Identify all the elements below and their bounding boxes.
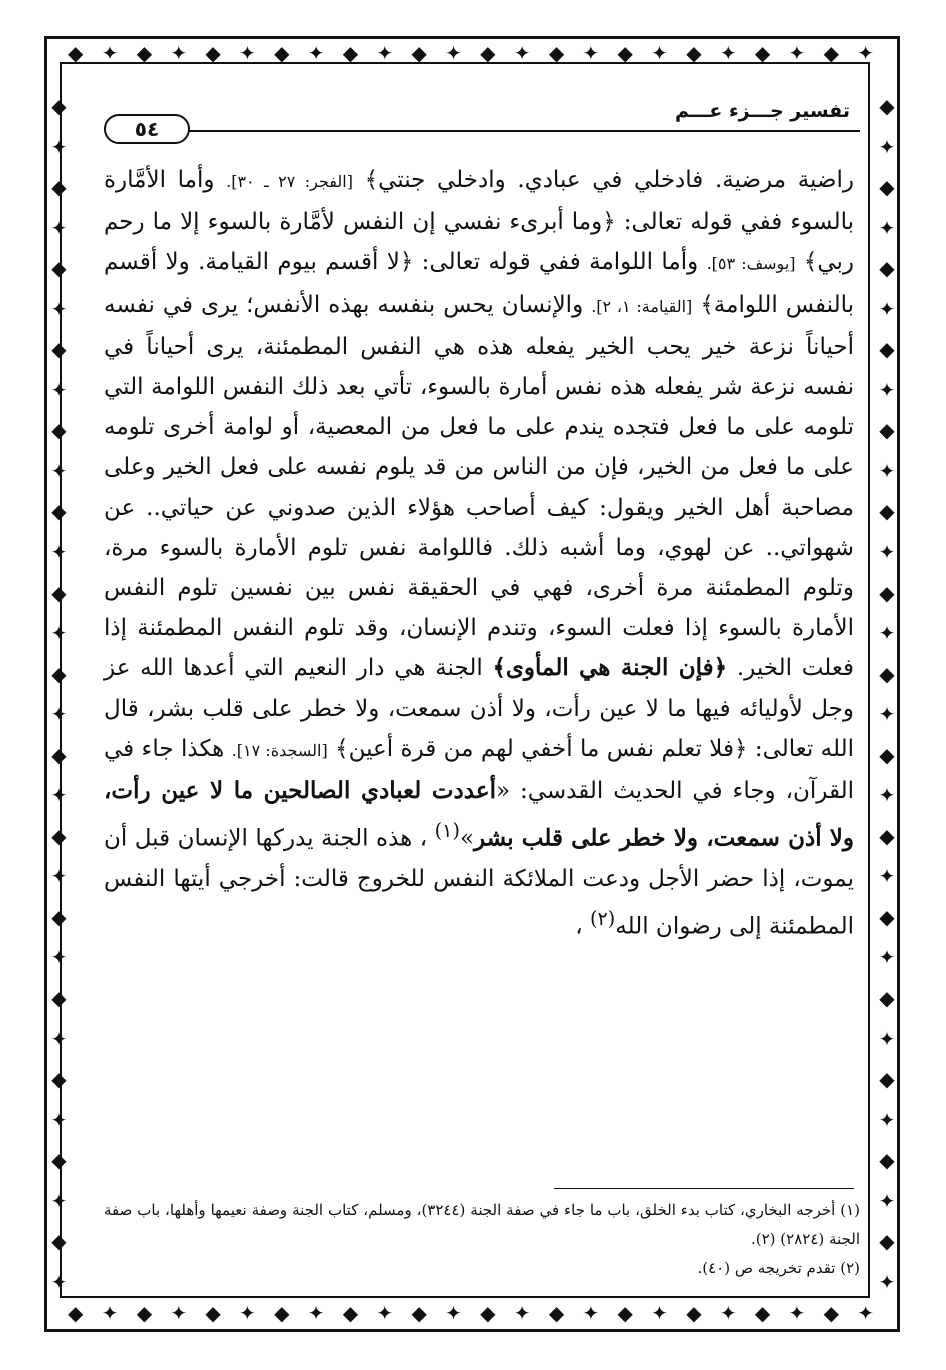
ornament-glyph-icon: ✦ bbox=[878, 1188, 896, 1213]
ornament-glyph-icon: ✦ bbox=[719, 41, 737, 65]
verse-reference: [القيامة: ١، ٢]. bbox=[591, 296, 693, 316]
ornament-glyph-icon: ◆ bbox=[342, 41, 359, 65]
ornament-glyph-icon: ◆ bbox=[51, 823, 67, 848]
ornament-glyph-icon: ✦ bbox=[651, 41, 668, 65]
ornament-glyph-icon: ✦ bbox=[50, 1188, 68, 1213]
ornament-glyph-icon: ✦ bbox=[50, 377, 68, 402]
ornament-glyph-icon: ✦ bbox=[788, 41, 806, 65]
main-text bbox=[104, 160, 854, 947]
page-header bbox=[104, 96, 860, 148]
text-segment: الجنة هي دار النعيم التي أعدها الله عز وجل لأوليائه فيها ما لا عين رأت، ولا أذن سمعت، ولا خطر على قلب بشر، قال الله تعالى: ﴿فلا تعلم نفس ما أخفي لهم من قرة أعين﴾ bbox=[104, 655, 855, 762]
ornament-glyph-icon: ◆ bbox=[823, 41, 839, 65]
ornament-glyph-icon: ✦ bbox=[878, 783, 896, 808]
ornament-glyph-icon: ◆ bbox=[68, 41, 84, 65]
ornament-glyph-icon: ✦ bbox=[50, 945, 68, 970]
ornament-glyph-icon: ◆ bbox=[411, 1301, 427, 1325]
ornament-glyph-icon: ◆ bbox=[879, 499, 895, 524]
ornament-glyph-icon: ✦ bbox=[50, 134, 68, 159]
ornament-glyph-icon: ✦ bbox=[50, 621, 68, 646]
ornament-glyph-icon: ✦ bbox=[788, 1301, 806, 1325]
text-segment: هكذا جاء في القرآن، وجاء في الحديث القدسي: « bbox=[104, 735, 855, 805]
ornament-glyph-icon: ◆ bbox=[51, 418, 67, 443]
ornament-glyph-icon: ◆ bbox=[879, 1229, 895, 1254]
ornament-glyph-icon: ◆ bbox=[342, 1301, 359, 1325]
verse-reference: [الفجر: ٢٧ ـ ٣٠]. bbox=[226, 172, 353, 191]
ornament-glyph-icon: ◆ bbox=[879, 418, 895, 443]
ornament-glyph-icon: ✦ bbox=[50, 864, 68, 889]
page-number-badge: ٥٤ bbox=[104, 114, 190, 144]
text-segment: ، هذه الجنة يدركها الإنسان قبل أن يموت، إذا حضر الأجل ودعت الملائكة النفس للخروج قالت: أخرجي أيتها النفس المطمئنة إلى رضوان الله bbox=[104, 825, 854, 940]
ornament-glyph-icon: ◆ bbox=[879, 986, 895, 1011]
ornament-glyph-icon: ◆ bbox=[548, 41, 565, 65]
ornament-glyph-icon: ✦ bbox=[878, 1269, 896, 1292]
ornament-glyph-icon: ◆ bbox=[136, 1301, 153, 1325]
ornament-glyph-icon: ✦ bbox=[170, 41, 188, 65]
text-segment: والإنسان يحس بنفسه بهذه الأنفس؛ يرى في نفسه أحياناً نزعة خير يحب الخير يفعله هذه هي النفس المطمئنة، يرى أحياناً في نفسه نزعة شر يفعله هذه نفس أمارة بالسوء، تأتي بعد ذلك النفس اللوامة التي تلومه على ما فعل فتجده يندم على ما فعل من المعصية، أو لوامة أخرى تلومه على ما فعل من الخير، فإن من الناس من قد يلوم نفسه على فعل الخير وعلى مصاحبة أهل الخير ويقول: كيف أصاحب هؤلاء الذين صدوني عن حياتي.. عن شهواتي.. عن لهوي، وما أشبه ذلك. فاللوامة نفس تلوم الأمارة بالسوء مرة، وتلوم المطمئنة مرة أخرى، فهي في الحقيقة نفس بين نفسين تلوم النفس الأمارة بالسوء إذا فعلت السوء، وتندم الإنسان، وقد تلوم النفس المطمئنة إذا فعلت الخير. bbox=[104, 291, 855, 682]
ornament-glyph-icon: ✦ bbox=[376, 1301, 394, 1325]
ornament-glyph-icon: ◆ bbox=[879, 580, 895, 605]
ornament-glyph-icon: ◆ bbox=[617, 1301, 633, 1325]
ornament-glyph-icon: ✦ bbox=[239, 41, 256, 65]
ornament-glyph-icon: ✦ bbox=[878, 945, 896, 970]
ornament-glyph-icon: ✦ bbox=[50, 296, 68, 321]
ornament-glyph-icon: ✦ bbox=[50, 1107, 68, 1132]
ornament-glyph-icon: ◆ bbox=[411, 41, 427, 65]
text-segment: وأما اللوامة ففي قوله تعالى: ﴿لا أقسم بيوم القيامة. ولا أقسم بالنفس اللوامة﴾ bbox=[104, 249, 855, 318]
verse-bold: ﴿فإن الجنة هي المأوى﴾ bbox=[492, 654, 728, 682]
ornament-glyph-icon: ✦ bbox=[878, 864, 896, 889]
footnote-marker: (٢) bbox=[590, 907, 616, 931]
ornament-glyph-icon: ✦ bbox=[307, 41, 325, 65]
ornament-glyph-icon: ✦ bbox=[101, 1301, 119, 1325]
ornament-glyph-icon: ✦ bbox=[651, 1301, 668, 1325]
verse-reference: [السجدة: ١٧]. bbox=[231, 740, 328, 760]
ornament-glyph-icon: ◆ bbox=[205, 1301, 221, 1325]
ornament-glyph-icon: ◆ bbox=[879, 256, 895, 281]
border-ornament-left bbox=[48, 96, 70, 1292]
ornament-glyph-icon: ✦ bbox=[513, 1301, 531, 1325]
ornament-glyph-icon: ◆ bbox=[879, 823, 895, 848]
ornament-glyph-icon: ◆ bbox=[480, 41, 496, 65]
ornament-glyph-icon: ✦ bbox=[50, 702, 68, 727]
ornament-glyph-icon: ◆ bbox=[879, 175, 895, 200]
ornament-glyph-icon: ◆ bbox=[51, 175, 67, 200]
ornament-glyph-icon: ✦ bbox=[582, 41, 600, 65]
ornament-glyph-icon: ✦ bbox=[878, 1026, 896, 1051]
ornament-glyph-icon: ✦ bbox=[719, 1301, 737, 1325]
ornament-glyph-icon: ✦ bbox=[170, 1301, 188, 1325]
ornament-glyph-icon: ◆ bbox=[274, 41, 290, 65]
footnote-2: (٢) تقدم تخريجه ص (٤٠). bbox=[697, 1259, 860, 1277]
ornament-glyph-icon: ✦ bbox=[50, 540, 68, 565]
ornament-glyph-icon: ✦ bbox=[857, 1301, 874, 1325]
ornament-glyph-icon: ◆ bbox=[879, 337, 895, 362]
ornament-glyph-icon: ◆ bbox=[51, 256, 67, 281]
ornament-glyph-icon: ◆ bbox=[754, 1301, 771, 1325]
ornament-glyph-icon: ✦ bbox=[50, 1269, 68, 1292]
ornament-glyph-icon: ◆ bbox=[205, 41, 221, 65]
ornament-glyph-icon: ✦ bbox=[878, 377, 896, 402]
border-ornament-top bbox=[68, 40, 874, 66]
ornament-glyph-icon: ◆ bbox=[879, 1148, 895, 1173]
ornament-glyph-icon: ◆ bbox=[274, 1301, 290, 1325]
ornament-glyph-icon: ✦ bbox=[50, 458, 68, 483]
ornament-glyph-icon: ◆ bbox=[548, 1301, 565, 1325]
ornament-glyph-icon: ✦ bbox=[239, 1301, 256, 1325]
ornament-glyph-icon: ◆ bbox=[51, 499, 67, 524]
ornament-glyph-icon: ◆ bbox=[879, 661, 895, 686]
ornament-glyph-icon: ✦ bbox=[878, 540, 896, 565]
text-segment: » bbox=[459, 825, 475, 852]
ornament-glyph-icon: ◆ bbox=[617, 41, 633, 65]
ornament-glyph-icon: ✦ bbox=[445, 1301, 462, 1325]
ornament-glyph-icon: ✦ bbox=[878, 1107, 896, 1132]
hadith-bold: أعددت لعبادي الصالحين ما لا عين رأت، ولا أذن سمعت، ولا خطر على قلب بشر bbox=[104, 777, 854, 852]
ornament-glyph-icon: ✦ bbox=[307, 1301, 325, 1325]
ornament-glyph-icon: ✦ bbox=[50, 215, 68, 240]
ornament-glyph-icon: ✦ bbox=[878, 621, 896, 646]
footnote-1: (١) أخرجه البخاري، كتاب بدء الخلق، باب ما جاء في صفة الجنة (٣٢٤٤)، ومسلم، كتاب الجنة وصفة نعيمها وأهلها، باب صفة الجنة (٢٨٢٤) (٢). bbox=[104, 1201, 861, 1248]
ornament-glyph-icon: ◆ bbox=[879, 742, 895, 767]
ornament-glyph-icon: ◆ bbox=[68, 1301, 84, 1325]
verse-reference: [يوسف: ٥٣]. bbox=[706, 254, 796, 274]
ornament-glyph-icon: ◆ bbox=[879, 96, 895, 118]
footnotes bbox=[104, 1196, 860, 1283]
ornament-glyph-icon: ◆ bbox=[754, 41, 771, 65]
ornament-glyph-icon: ◆ bbox=[51, 904, 67, 929]
ornament-glyph-icon: ✦ bbox=[878, 458, 896, 483]
ornament-glyph-icon: ✦ bbox=[376, 41, 394, 65]
ornament-glyph-icon: ✦ bbox=[445, 41, 462, 65]
ornament-glyph-icon: ✦ bbox=[857, 41, 874, 65]
text-segment: راضية مرضية. فادخلي في عبادي. وادخلي جنتي﴾ bbox=[364, 167, 854, 193]
ornament-glyph-icon: ✦ bbox=[878, 134, 896, 159]
ornament-glyph-icon: ◆ bbox=[51, 661, 67, 686]
ornament-glyph-icon: ✦ bbox=[878, 215, 896, 240]
ornament-glyph-icon: ◆ bbox=[51, 580, 67, 605]
ornament-glyph-icon: ◆ bbox=[51, 742, 67, 767]
ornament-glyph-icon: ✦ bbox=[582, 1301, 600, 1325]
ornament-glyph-icon: ◆ bbox=[51, 986, 67, 1011]
ornament-glyph-icon: ✦ bbox=[50, 1026, 68, 1051]
ornament-glyph-icon: ◆ bbox=[480, 1301, 496, 1325]
ornament-glyph-icon: ✦ bbox=[513, 41, 531, 65]
footnote-rule bbox=[554, 1188, 854, 1189]
border-ornament-bottom bbox=[68, 1300, 874, 1326]
ornament-glyph-icon: ◆ bbox=[51, 96, 67, 118]
ornament-glyph-icon: ◆ bbox=[136, 41, 153, 65]
ornament-glyph-icon: ◆ bbox=[879, 904, 895, 929]
ornament-glyph-icon: ◆ bbox=[51, 1148, 67, 1173]
ornament-glyph-icon: ✦ bbox=[878, 296, 896, 321]
ornament-glyph-icon: ◆ bbox=[51, 1229, 67, 1254]
ornament-glyph-icon: ◆ bbox=[686, 41, 702, 65]
ornament-glyph-icon: ◆ bbox=[51, 337, 67, 362]
ornament-glyph-icon: ✦ bbox=[878, 702, 896, 727]
border-ornament-right bbox=[876, 96, 898, 1292]
ornament-glyph-icon: ◆ bbox=[686, 1301, 702, 1325]
running-title: تفسير جـــزء عـــم bbox=[674, 100, 850, 122]
ornament-glyph-icon: ✦ bbox=[101, 41, 119, 65]
footnote-marker: (١) bbox=[434, 819, 460, 843]
ornament-glyph-icon: ◆ bbox=[823, 1301, 839, 1325]
ornament-glyph-icon: ✦ bbox=[50, 783, 68, 808]
text-segment: ، bbox=[575, 913, 583, 940]
ornament-glyph-icon: ◆ bbox=[879, 1067, 895, 1092]
text-segment: وأما الأمَّارة بالسوء ففي قوله تعالى: ﴿وما أبرىء نفسي إن النفس لأمَّارة بالسوء إلا ما رحم ربي﴾ bbox=[104, 167, 855, 276]
header-rule bbox=[186, 130, 860, 132]
ornament-glyph-icon: ◆ bbox=[51, 1067, 67, 1092]
